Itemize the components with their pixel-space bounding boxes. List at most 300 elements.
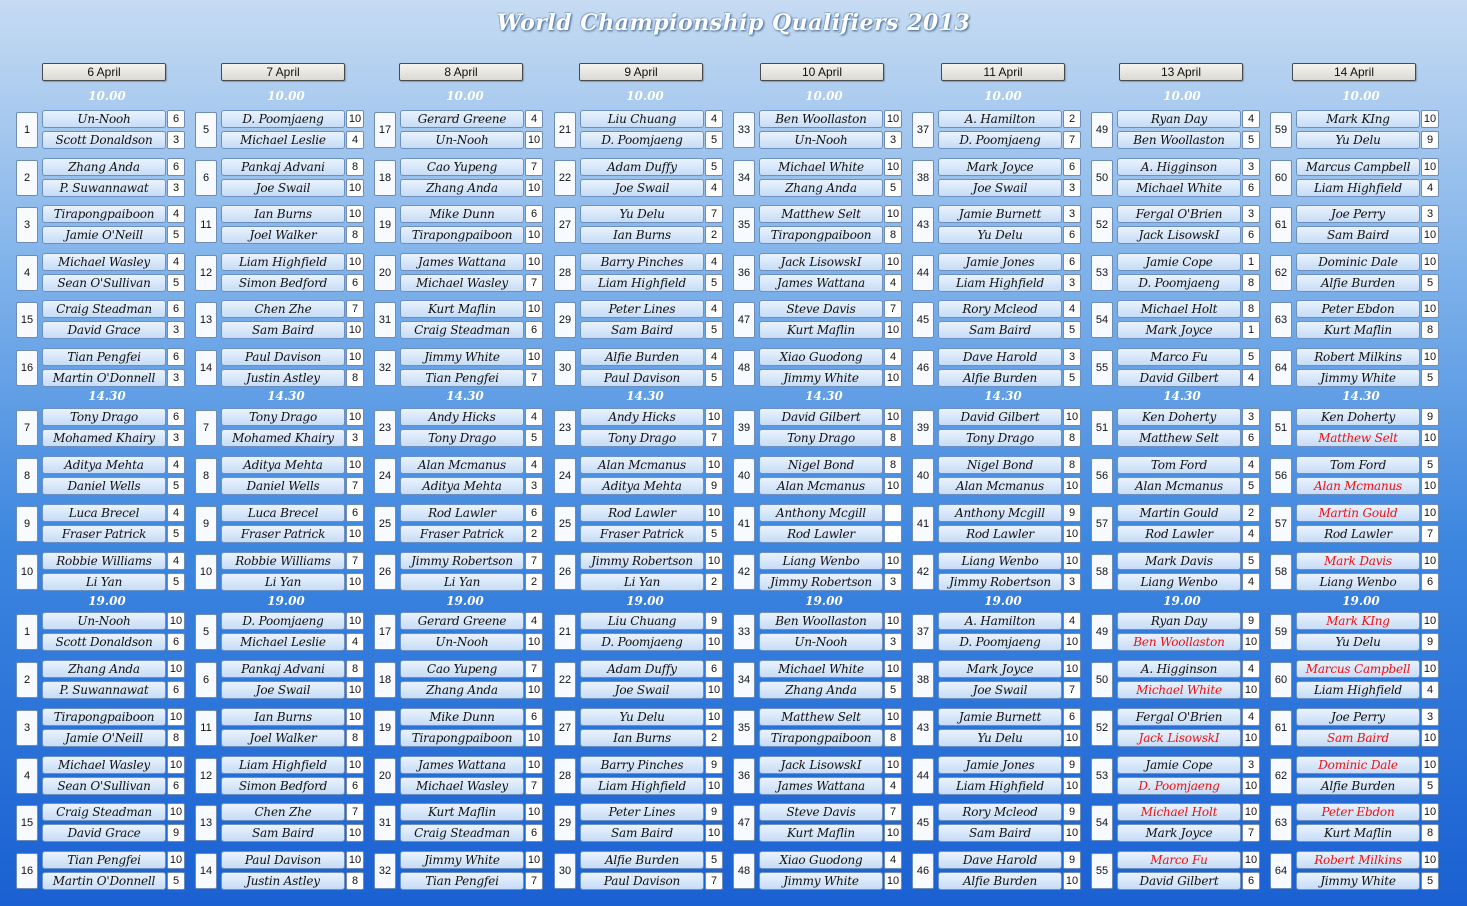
score-box[interactable]: 9 — [1421, 633, 1439, 651]
player-name[interactable]: Alfie Burden — [1296, 777, 1420, 795]
player-name[interactable]: Tirapongpaiboon — [400, 226, 524, 244]
player-name[interactable]: Mark Joyce — [938, 660, 1062, 678]
score-box[interactable]: 10 — [525, 851, 543, 869]
player-name[interactable]: Kurt Maflin — [400, 803, 524, 821]
player-name[interactable]: Mark Joyce — [1117, 824, 1241, 842]
score-box[interactable]: 5 — [1063, 369, 1081, 387]
score-box[interactable]: 4 — [705, 300, 723, 318]
player-name[interactable]: Sam Baird — [938, 824, 1062, 842]
score-box[interactable]: 9 — [705, 612, 723, 630]
player-name[interactable]: Gerard Greene — [400, 612, 524, 630]
score-box[interactable]: 6 — [1242, 872, 1260, 890]
score-box[interactable]: 4 — [167, 504, 185, 522]
score-box[interactable]: 4 — [1063, 300, 1081, 318]
player-name[interactable]: Joe Swail — [221, 179, 345, 197]
score-box[interactable]: 5 — [705, 131, 723, 149]
player-name[interactable]: Michael Wasley — [400, 274, 524, 292]
player-name[interactable]: D. Poomjaeng — [1117, 274, 1241, 292]
score-box[interactable]: 10 — [167, 660, 185, 678]
score-box[interactable]: 10 — [346, 110, 364, 128]
score-box[interactable]: 5 — [1421, 872, 1439, 890]
score-box[interactable]: 6 — [525, 321, 543, 339]
score-box[interactable]: 10 — [346, 179, 364, 197]
score-box[interactable]: 8 — [1242, 300, 1260, 318]
player-name[interactable]: Alfie Burden — [580, 348, 704, 366]
score-box[interactable]: 3 — [346, 429, 364, 447]
score-box[interactable]: 8 — [346, 369, 364, 387]
score-box[interactable]: 4 — [884, 348, 902, 366]
score-box[interactable]: 10 — [1242, 851, 1260, 869]
score-box[interactable]: 7 — [525, 660, 543, 678]
player-name[interactable]: Mark Joyce — [938, 158, 1062, 176]
player-name[interactable]: Rod Lawler — [938, 525, 1062, 543]
score-box[interactable]: 10 — [884, 824, 902, 842]
player-name[interactable]: Yu Delu — [1296, 131, 1420, 149]
score-box[interactable]: 4 — [1063, 612, 1081, 630]
player-name[interactable]: Tirapongpaiboon — [42, 708, 166, 726]
player-name[interactable]: Liam Highfield — [221, 756, 345, 774]
score-box[interactable]: 10 — [1063, 477, 1081, 495]
score-box[interactable]: 4 — [1421, 179, 1439, 197]
score-box[interactable]: 2 — [1242, 504, 1260, 522]
player-name[interactable]: Matthew Selt — [759, 708, 883, 726]
score-box[interactable]: 10 — [884, 756, 902, 774]
score-box[interactable]: 10 — [1421, 429, 1439, 447]
score-box[interactable]: 10 — [346, 408, 364, 426]
player-name[interactable]: Jimmy Robertson — [580, 552, 704, 570]
score-box[interactable]: 3 — [167, 369, 185, 387]
player-name[interactable]: Tom Ford — [1117, 456, 1241, 474]
player-name[interactable]: Jamie Cope — [1117, 253, 1241, 271]
player-name[interactable]: Jimmy White — [400, 348, 524, 366]
player-name[interactable]: Peter Lines — [580, 803, 704, 821]
player-name[interactable]: Marco Fu — [1117, 348, 1241, 366]
score-box[interactable]: 8 — [1421, 824, 1439, 842]
player-name[interactable]: Jamie O'Neill — [42, 226, 166, 244]
player-name[interactable]: Fraser Patrick — [221, 525, 345, 543]
player-name[interactable]: Marcus Campbell — [1296, 158, 1420, 176]
player-name[interactable]: Ken Doherty — [1117, 408, 1241, 426]
player-name[interactable]: Michael White — [759, 660, 883, 678]
player-name[interactable]: Yu Delu — [580, 205, 704, 223]
player-name[interactable]: Ian Burns — [580, 729, 704, 747]
score-box[interactable]: 7 — [705, 429, 723, 447]
score-box[interactable]: 10 — [346, 525, 364, 543]
score-box[interactable]: 7 — [1063, 131, 1081, 149]
score-box[interactable]: 10 — [1421, 348, 1439, 366]
date-tab[interactable]: 6 April — [42, 63, 166, 81]
score-box[interactable]: 10 — [884, 708, 902, 726]
score-box[interactable]: 3 — [1242, 205, 1260, 223]
score-box[interactable]: 7 — [884, 803, 902, 821]
score-box[interactable]: 10 — [346, 851, 364, 869]
player-name[interactable]: Jamie Cope — [1117, 756, 1241, 774]
player-name[interactable]: Mark Joyce — [1117, 321, 1241, 339]
score-box[interactable]: 5 — [1242, 552, 1260, 570]
score-box[interactable]: 7 — [525, 274, 543, 292]
player-name[interactable]: Zhang Anda — [42, 660, 166, 678]
player-name[interactable]: Michael Leslie — [221, 131, 345, 149]
score-box[interactable]: 10 — [1421, 504, 1439, 522]
player-name[interactable]: Simon Bedford — [221, 274, 345, 292]
score-box[interactable]: 6 — [1242, 429, 1260, 447]
score-box[interactable]: 6 — [167, 777, 185, 795]
player-name[interactable]: Li Yan — [400, 573, 524, 591]
player-name[interactable]: Cao Yupeng — [400, 158, 524, 176]
score-box[interactable]: 9 — [705, 756, 723, 774]
score-box[interactable]: 4 — [705, 348, 723, 366]
player-name[interactable]: Paul Davison — [221, 348, 345, 366]
player-name[interactable]: A. Hamilton — [938, 110, 1062, 128]
player-name[interactable]: Paul Davison — [580, 369, 704, 387]
date-tab[interactable]: 10 April — [760, 63, 884, 81]
score-box[interactable]: 5 — [167, 525, 185, 543]
player-name[interactable]: Nigel Bond — [938, 456, 1062, 474]
score-box[interactable]: 10 — [346, 205, 364, 223]
player-name[interactable]: Jimmy White — [400, 851, 524, 869]
score-box[interactable]: 9 — [1063, 756, 1081, 774]
score-box[interactable]: 6 — [167, 681, 185, 699]
score-box[interactable]: 6 — [167, 158, 185, 176]
player-name[interactable]: Aditya Mehta — [42, 456, 166, 474]
score-box[interactable]: 10 — [1421, 660, 1439, 678]
score-box[interactable]: 4 — [1242, 660, 1260, 678]
score-box[interactable]: 6 — [525, 205, 543, 223]
player-name[interactable]: James Wattana — [400, 756, 524, 774]
score-box[interactable]: 10 — [525, 348, 543, 366]
player-name[interactable]: Alan Mcmanus — [1296, 477, 1420, 495]
score-box[interactable]: 10 — [1242, 803, 1260, 821]
player-name[interactable]: Un-Nooh — [42, 110, 166, 128]
player-name[interactable]: Mark Davis — [1117, 552, 1241, 570]
player-name[interactable]: Rod Lawler — [1117, 525, 1241, 543]
score-box[interactable]: 10 — [346, 612, 364, 630]
player-name[interactable]: D. Poomjaeng — [580, 131, 704, 149]
score-box[interactable]: 4 — [1242, 525, 1260, 543]
player-name[interactable]: D. Poomjaeng — [938, 633, 1062, 651]
score-box[interactable]: 6 — [167, 633, 185, 651]
date-tab[interactable]: 7 April — [221, 63, 345, 81]
score-box[interactable]: 7 — [525, 552, 543, 570]
score-box[interactable]: 4 — [1242, 573, 1260, 591]
score-box[interactable]: 10 — [1242, 681, 1260, 699]
player-name[interactable]: Michael Wasley — [42, 756, 166, 774]
player-name[interactable]: Andy Hicks — [400, 408, 524, 426]
player-name[interactable]: Alan Mcmanus — [1117, 477, 1241, 495]
score-box[interactable]: 10 — [705, 408, 723, 426]
score-box[interactable]: 3 — [884, 633, 902, 651]
player-name[interactable]: James Wattana — [759, 274, 883, 292]
score-box[interactable]: 2 — [1063, 110, 1081, 128]
score-box[interactable]: 8 — [1242, 274, 1260, 292]
score-box[interactable]: 10 — [1063, 729, 1081, 747]
player-name[interactable]: Michael Leslie — [221, 633, 345, 651]
score-box[interactable]: 8 — [167, 729, 185, 747]
player-name[interactable]: Rod Lawler — [580, 504, 704, 522]
score-box[interactable]: 6 — [1063, 253, 1081, 271]
player-name[interactable]: Robbie Williams — [42, 552, 166, 570]
player-name[interactable]: Cao Yupeng — [400, 660, 524, 678]
player-name[interactable]: Tirapongpaiboon — [759, 729, 883, 747]
score-box[interactable]: 3 — [1063, 348, 1081, 366]
player-name[interactable]: P. Suwannawat — [42, 681, 166, 699]
score-box[interactable]: 10 — [346, 824, 364, 842]
score-box[interactable]: 10 — [167, 708, 185, 726]
player-name[interactable]: Matthew Selt — [1296, 429, 1420, 447]
player-name[interactable]: Jamie Burnett — [938, 205, 1062, 223]
player-name[interactable]: Tony Drago — [580, 429, 704, 447]
player-name[interactable]: Liu Chuang — [580, 612, 704, 630]
date-tab[interactable]: 14 April — [1292, 63, 1416, 81]
score-box[interactable]: 10 — [1063, 872, 1081, 890]
player-name[interactable]: David Gilbert — [1117, 872, 1241, 890]
player-name[interactable]: Michael Holt — [1117, 803, 1241, 821]
score-box[interactable]: 8 — [346, 872, 364, 890]
score-box[interactable]: 9 — [1421, 408, 1439, 426]
player-name[interactable]: Mark KIng — [1296, 110, 1420, 128]
player-name[interactable]: Sam Baird — [221, 321, 345, 339]
score-box[interactable]: 6 — [525, 708, 543, 726]
player-name[interactable]: Ben Woollaston — [759, 110, 883, 128]
score-box[interactable]: 10 — [705, 681, 723, 699]
player-name[interactable]: Luca Brecel — [221, 504, 345, 522]
player-name[interactable]: Jack LisowskI — [759, 756, 883, 774]
score-box[interactable]: 10 — [1421, 110, 1439, 128]
player-name[interactable]: James Wattana — [400, 253, 524, 271]
player-name[interactable]: Rod Lawler — [1296, 525, 1420, 543]
score-box[interactable]: 7 — [1063, 681, 1081, 699]
player-name[interactable]: David Gilbert — [938, 408, 1062, 426]
score-box[interactable]: 3 — [1242, 408, 1260, 426]
score-box[interactable]: 4 — [346, 633, 364, 651]
player-name[interactable]: Liu Chuang — [580, 110, 704, 128]
player-name[interactable]: Mohamed Khairy — [42, 429, 166, 447]
score-box[interactable]: 5 — [525, 429, 543, 447]
score-box[interactable]: 9 — [705, 803, 723, 821]
player-name[interactable]: Liam Highfield — [580, 274, 704, 292]
player-name[interactable]: Fraser Patrick — [400, 525, 524, 543]
player-name[interactable]: Steve Davis — [759, 803, 883, 821]
player-name[interactable]: Anthony Mcgill — [759, 504, 883, 522]
player-name[interactable]: Peter Ebdon — [1296, 803, 1420, 821]
player-name[interactable]: Li Yan — [221, 573, 345, 591]
player-name[interactable]: Anthony Mcgill — [938, 504, 1062, 522]
player-name[interactable]: Jamie O'Neill — [42, 729, 166, 747]
player-name[interactable]: Ian Burns — [221, 708, 345, 726]
score-box[interactable]: 10 — [1063, 552, 1081, 570]
score-box[interactable]: 3 — [525, 477, 543, 495]
score-box[interactable]: 7 — [705, 205, 723, 223]
player-name[interactable]: D. Poomjaeng — [938, 131, 1062, 149]
score-box[interactable]: 7 — [525, 158, 543, 176]
score-box[interactable]: 10 — [1421, 803, 1439, 821]
score-box[interactable]: 10 — [884, 110, 902, 128]
score-box[interactable]: 10 — [884, 477, 902, 495]
score-box[interactable]: 4 — [705, 179, 723, 197]
score-box[interactable]: 6 — [1421, 573, 1439, 591]
player-name[interactable]: Yu Delu — [1296, 633, 1420, 651]
player-name[interactable]: Jimmy Robertson — [938, 573, 1062, 591]
score-box[interactable]: 5 — [1421, 274, 1439, 292]
player-name[interactable]: Rod Lawler — [400, 504, 524, 522]
player-name[interactable]: Sam Baird — [580, 824, 704, 842]
player-name[interactable]: Jimmy White — [1296, 369, 1420, 387]
score-box[interactable]: 4 — [1242, 708, 1260, 726]
player-name[interactable]: Mark Davis — [1296, 552, 1420, 570]
player-name[interactable]: Joe Swail — [938, 681, 1062, 699]
player-name[interactable]: Kurt Maflin — [759, 824, 883, 842]
score-box[interactable]: 9 — [1063, 504, 1081, 522]
player-name[interactable]: Alfie Burden — [1296, 274, 1420, 292]
player-name[interactable]: Peter Lines — [580, 300, 704, 318]
player-name[interactable]: Adam Duffy — [580, 158, 704, 176]
score-box[interactable]: 9 — [1421, 131, 1439, 149]
player-name[interactable]: D. Poomjaeng — [580, 633, 704, 651]
player-name[interactable]: Jimmy White — [759, 872, 883, 890]
player-name[interactable]: Chen Zhe — [221, 300, 345, 318]
player-name[interactable]: Joe Swail — [221, 681, 345, 699]
player-name[interactable]: Steve Davis — [759, 300, 883, 318]
score-box[interactable]: 8 — [346, 729, 364, 747]
player-name[interactable]: Ben Woollaston — [1117, 633, 1241, 651]
score-box[interactable]: 7 — [525, 872, 543, 890]
score-box[interactable]: 1 — [1242, 321, 1260, 339]
score-box[interactable]: 10 — [884, 552, 902, 570]
score-box[interactable]: 4 — [525, 110, 543, 128]
player-name[interactable]: Mike Dunn — [400, 708, 524, 726]
player-name[interactable]: Tony Drago — [42, 408, 166, 426]
player-name[interactable]: Sean O'Sullivan — [42, 274, 166, 292]
score-box[interactable]: 7 — [346, 552, 364, 570]
score-box[interactable]: 10 — [1063, 824, 1081, 842]
score-box[interactable]: 10 — [705, 552, 723, 570]
player-name[interactable]: Simon Bedford — [221, 777, 345, 795]
score-box[interactable]: 4 — [525, 456, 543, 474]
score-box[interactable]: 8 — [346, 158, 364, 176]
player-name[interactable]: Pankaj Advani — [221, 158, 345, 176]
score-box[interactable]: 10 — [705, 824, 723, 842]
score-box[interactable]: 10 — [884, 660, 902, 678]
score-box[interactable]: 3 — [1063, 205, 1081, 223]
score-box[interactable]: 2 — [525, 573, 543, 591]
player-name[interactable]: Mohamed Khairy — [221, 429, 345, 447]
score-box[interactable]: 2 — [705, 573, 723, 591]
player-name[interactable]: Liam Highfield — [1296, 681, 1420, 699]
score-box[interactable]: 4 — [884, 274, 902, 292]
score-box[interactable]: 10 — [884, 205, 902, 223]
score-box[interactable]: 8 — [884, 729, 902, 747]
score-box[interactable]: 4 — [167, 205, 185, 223]
score-box[interactable]: 5 — [705, 321, 723, 339]
score-box[interactable]: 5 — [705, 158, 723, 176]
player-name[interactable]: Ryan Day — [1117, 110, 1241, 128]
score-box[interactable]: 5 — [705, 525, 723, 543]
player-name[interactable]: Li Yan — [42, 573, 166, 591]
date-tab[interactable]: 11 April — [941, 63, 1065, 81]
player-name[interactable]: Martin O'Donnell — [42, 872, 166, 890]
score-box[interactable]: 6 — [1063, 708, 1081, 726]
player-name[interactable]: Aditya Mehta — [221, 456, 345, 474]
score-box[interactable]: 5 — [1242, 477, 1260, 495]
score-box[interactable]: 4 — [167, 253, 185, 271]
score-box[interactable]: 4 — [525, 612, 543, 630]
score-box[interactable]: 5 — [884, 681, 902, 699]
player-name[interactable]: Tirapongpaiboon — [42, 205, 166, 223]
player-name[interactable]: Daniel Wells — [42, 477, 166, 495]
score-box[interactable]: 7 — [884, 300, 902, 318]
player-name[interactable]: Daniel Wells — [221, 477, 345, 495]
player-name[interactable]: James Wattana — [759, 777, 883, 795]
score-box[interactable]: 9 — [167, 824, 185, 842]
player-name[interactable]: Michael Holt — [1117, 300, 1241, 318]
score-box[interactable]: 5 — [1421, 456, 1439, 474]
player-name[interactable]: Tian Pengfei — [42, 851, 166, 869]
score-box[interactable]: 6 — [1242, 226, 1260, 244]
score-box[interactable]: 10 — [167, 803, 185, 821]
player-name[interactable]: Liam Highfield — [580, 777, 704, 795]
score-box[interactable]: 10 — [346, 253, 364, 271]
score-box[interactable]: 3 — [1421, 205, 1439, 223]
player-name[interactable]: Jamie Jones — [938, 253, 1062, 271]
player-name[interactable]: A. Higginson — [1117, 158, 1241, 176]
score-box[interactable]: 10 — [884, 369, 902, 387]
player-name[interactable]: Liang Wenbo — [938, 552, 1062, 570]
player-name[interactable]: Tian Pengfei — [42, 348, 166, 366]
score-box[interactable]: 10 — [1063, 408, 1081, 426]
player-name[interactable]: Chen Zhe — [221, 803, 345, 821]
player-name[interactable]: Martin O'Donnell — [42, 369, 166, 387]
player-name[interactable]: Joe Swail — [580, 179, 704, 197]
score-box[interactable]: 9 — [1063, 851, 1081, 869]
player-name[interactable]: Marco Fu — [1117, 851, 1241, 869]
player-name[interactable]: Liam Highfield — [221, 253, 345, 271]
player-name[interactable]: P. Suwannawat — [42, 179, 166, 197]
score-box[interactable]: 4 — [1242, 369, 1260, 387]
score-box[interactable]: 10 — [525, 179, 543, 197]
score-box[interactable]: 7 — [705, 872, 723, 890]
player-name[interactable]: Yu Delu — [938, 729, 1062, 747]
player-name[interactable]: Liam Highfield — [938, 274, 1062, 292]
score-box[interactable]: 4 — [167, 456, 185, 474]
player-name[interactable]: Xiao Guodong — [759, 851, 883, 869]
player-name[interactable]: Alan Mcmanus — [938, 477, 1062, 495]
score-box[interactable]: 8 — [346, 226, 364, 244]
score-box[interactable]: 5 — [1421, 369, 1439, 387]
score-box[interactable]: 5 — [705, 274, 723, 292]
player-name[interactable]: D. Poomjaeng — [221, 612, 345, 630]
player-name[interactable]: Rod Lawler — [759, 525, 883, 543]
score-box[interactable]: 3 — [1421, 708, 1439, 726]
player-name[interactable]: Andy Hicks — [580, 408, 704, 426]
player-name[interactable]: Craig Steadman — [42, 803, 166, 821]
score-box[interactable]: 6 — [167, 408, 185, 426]
player-name[interactable]: Paul Davison — [221, 851, 345, 869]
player-name[interactable]: Fraser Patrick — [580, 525, 704, 543]
score-box[interactable]: 10 — [1421, 612, 1439, 630]
score-box[interactable]: 10 — [346, 456, 364, 474]
score-box[interactable]: 3 — [1242, 756, 1260, 774]
score-box[interactable]: 10 — [525, 633, 543, 651]
player-name[interactable]: Zhang Anda — [759, 179, 883, 197]
score-box[interactable]: 4 — [1421, 681, 1439, 699]
score-box[interactable]: 10 — [884, 158, 902, 176]
score-box[interactable]: 10 — [1242, 633, 1260, 651]
player-name[interactable]: Tony Drago — [400, 429, 524, 447]
player-name[interactable]: Jimmy Robertson — [759, 573, 883, 591]
player-name[interactable]: Ben Woollaston — [759, 612, 883, 630]
score-box[interactable]: 10 — [705, 504, 723, 522]
score-box[interactable]: 8 — [884, 429, 902, 447]
